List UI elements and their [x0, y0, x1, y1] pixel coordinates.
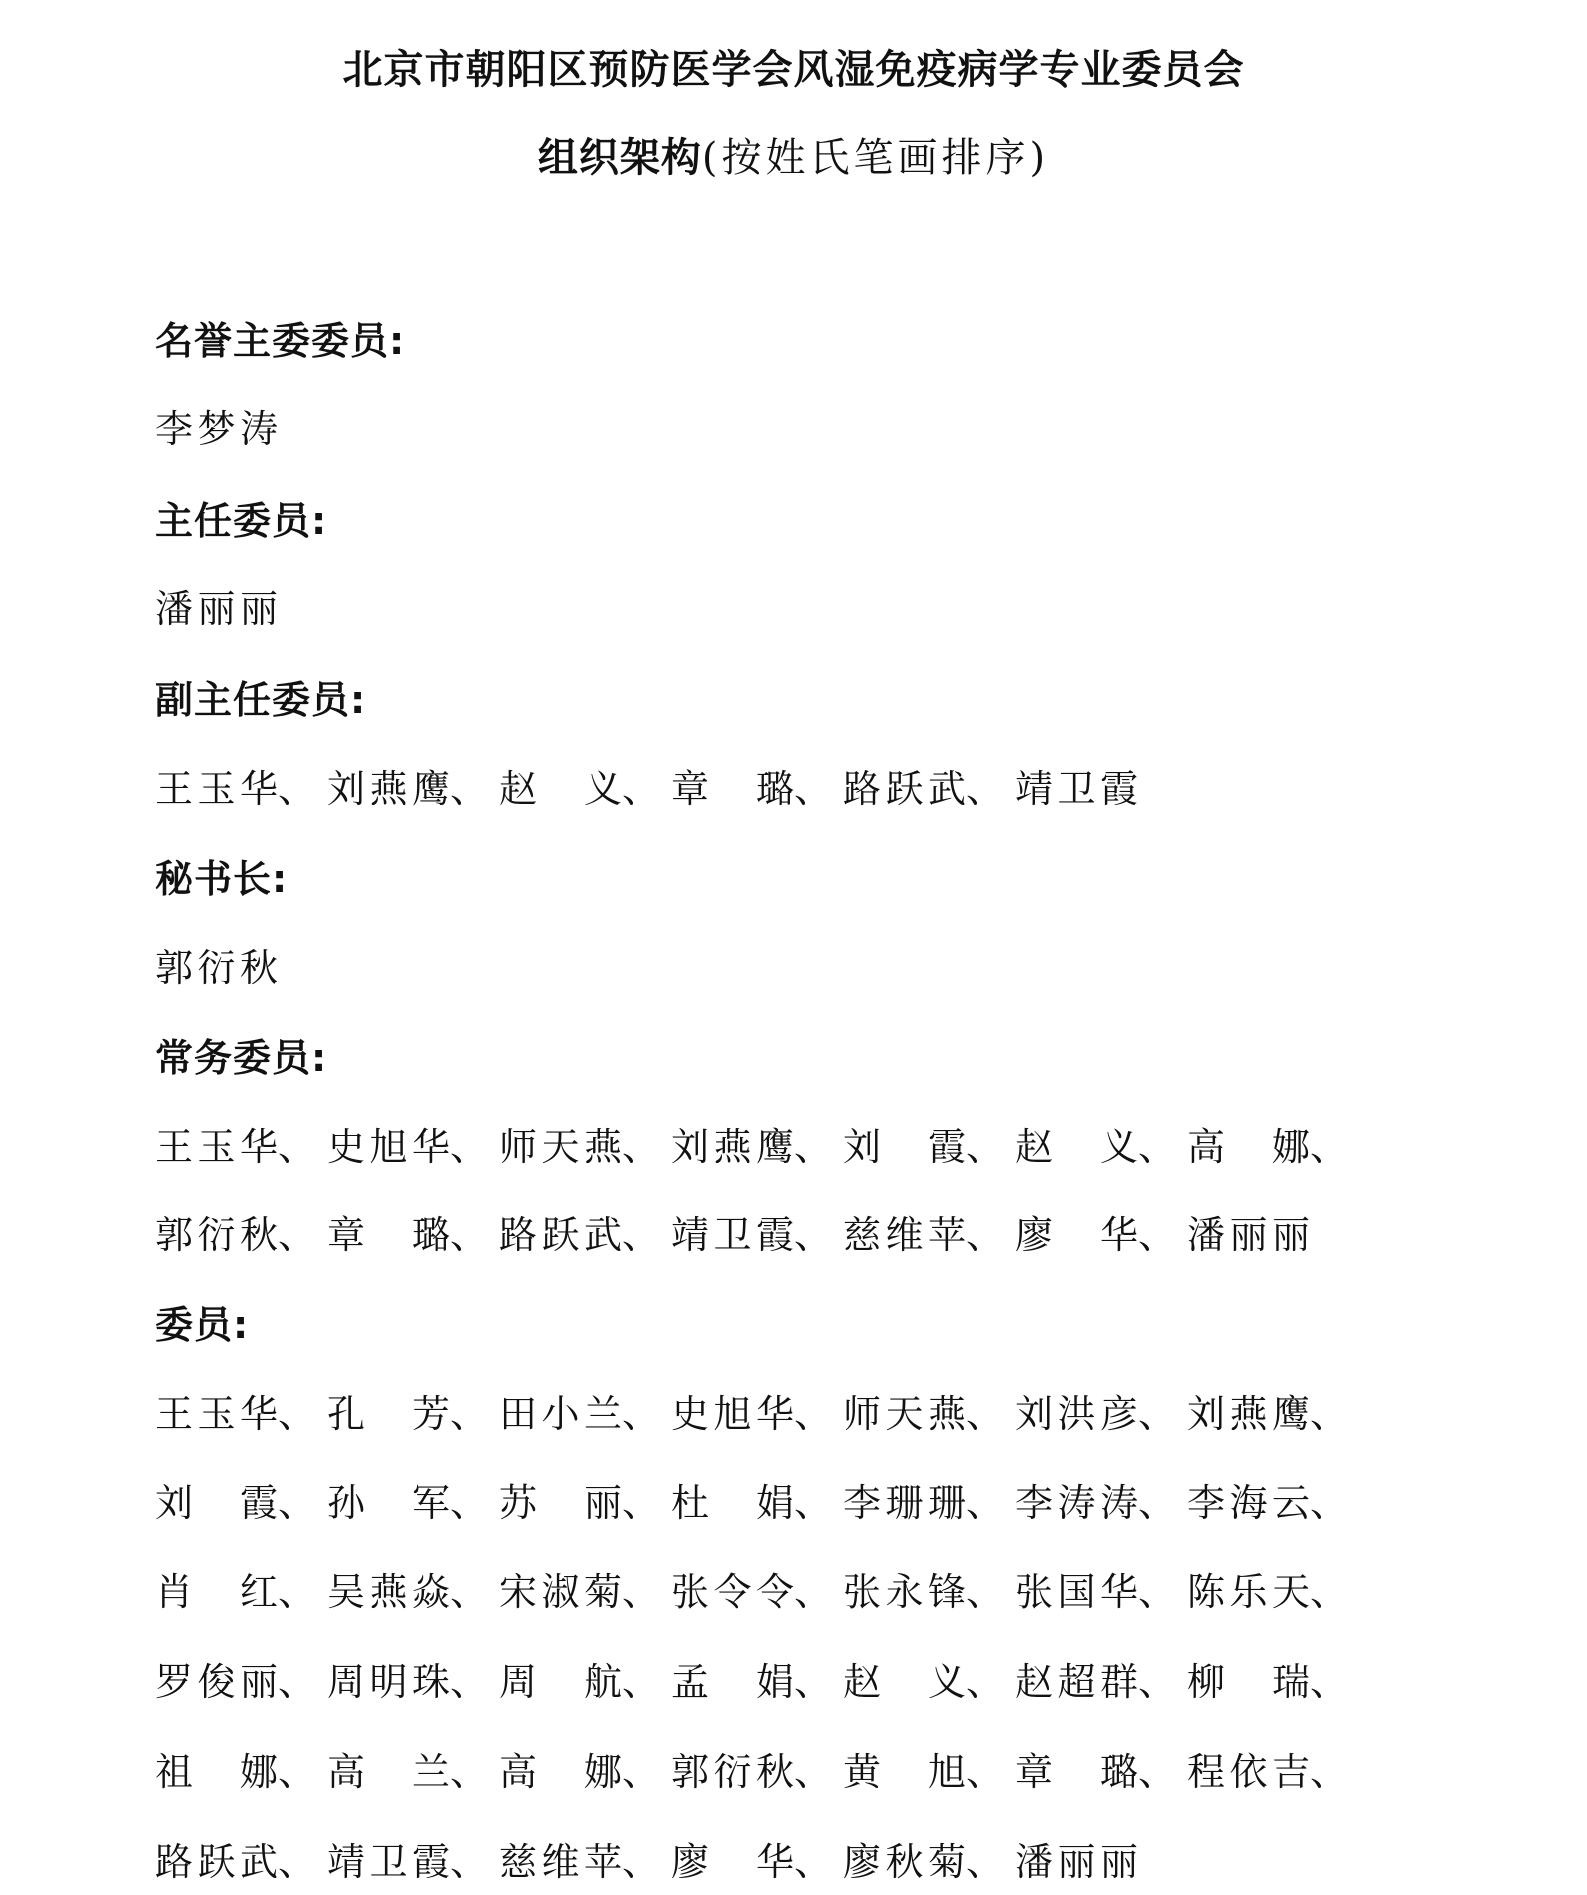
member-name-text: 孟 娟: [671, 1660, 794, 1704]
name-separator: 、: [966, 1660, 1005, 1704]
name-separator: 、: [450, 1125, 489, 1169]
member-name-text: 苏 丽: [499, 1481, 622, 1525]
member-name-text: 周 航: [499, 1660, 622, 1704]
member-name-text: 潘丽丽: [155, 587, 278, 631]
name-separator: 、: [966, 1840, 1005, 1884]
name-separator: 、: [278, 1750, 317, 1794]
member-name-text: 罗俊丽: [155, 1660, 278, 1704]
member-name-text: 肖 红: [155, 1570, 278, 1614]
name-separator: 、: [966, 1481, 1005, 1525]
member-name: [1015, 758, 1187, 813]
name-separator: 、: [622, 1213, 661, 1257]
member-name-text: 张永锋: [843, 1570, 966, 1614]
name-separator: 、: [1138, 1570, 1177, 1614]
member-name: [843, 1204, 1015, 1259]
member-name: [327, 1651, 499, 1706]
name-separator: 、: [1138, 1392, 1177, 1436]
member-name-text: 杜 娟: [671, 1481, 794, 1525]
member-name-text: 靖卫霞: [327, 1840, 450, 1884]
member-name: [1187, 1383, 1359, 1438]
name-line: [155, 1472, 1359, 1527]
member-name: [1015, 1651, 1187, 1706]
name-separator: 、: [966, 1750, 1005, 1794]
name-separator: 、: [450, 1570, 489, 1614]
name-separator: 、: [278, 1570, 317, 1614]
section-heading-members: 委员:: [155, 1303, 250, 1347]
section-heading-secretary: 秘书长:: [155, 857, 289, 901]
member-name: [155, 578, 327, 633]
member-name: [499, 1561, 671, 1616]
name-separator: 、: [1138, 1750, 1177, 1794]
member-name: [843, 758, 1015, 813]
member-name: [843, 1831, 1015, 1886]
member-name: [155, 1741, 327, 1796]
member-name-text: 宋淑菊: [499, 1570, 622, 1614]
member-name-text: 史旭华: [671, 1392, 794, 1436]
member-name-text: 刘燕鹰: [1187, 1392, 1310, 1436]
member-name: [671, 1472, 843, 1527]
member-name: [499, 1831, 671, 1886]
name-separator: 、: [450, 1392, 489, 1436]
member-name-text: 刘洪彦: [1015, 1392, 1138, 1436]
name-line: [155, 1116, 1359, 1171]
member-name: [1015, 1741, 1187, 1796]
member-name-text: 张令令: [671, 1570, 794, 1614]
name-separator: 、: [450, 1660, 489, 1704]
name-separator: 、: [278, 1660, 317, 1704]
name-separator: 、: [1310, 1125, 1349, 1169]
member-name: [671, 1741, 843, 1796]
name-separator: 、: [794, 1481, 833, 1525]
member-name: [843, 1561, 1015, 1616]
member-name-text: 廖 华: [671, 1840, 794, 1884]
name-separator: 、: [1138, 1660, 1177, 1704]
member-name-text: 柳 瑞: [1187, 1660, 1310, 1704]
member-name-text: 刘燕鹰: [671, 1125, 794, 1169]
member-name-text: 郭衍秋: [671, 1750, 794, 1794]
name-separator: 、: [966, 1125, 1005, 1169]
member-name-text: 师天燕: [843, 1392, 966, 1436]
name-separator: 、: [622, 1750, 661, 1794]
member-name: [843, 1472, 1015, 1527]
name-separator: 、: [278, 767, 317, 811]
member-name-text: 赵 义: [843, 1660, 966, 1704]
member-name: [843, 1116, 1015, 1171]
member-name-text: 路跃武: [499, 1213, 622, 1257]
member-name: [327, 1116, 499, 1171]
member-name-text: 王玉华: [155, 1125, 278, 1169]
name-separator: 、: [1310, 1750, 1349, 1794]
member-name-text: 高 娜: [1187, 1125, 1310, 1169]
title-line-2: [0, 126, 1587, 183]
member-name: [155, 398, 327, 453]
member-name: [327, 1472, 499, 1527]
member-name-text: 靖卫霞: [671, 1213, 794, 1257]
member-name: [671, 1651, 843, 1706]
name-separator: 、: [278, 1392, 317, 1436]
member-name-text: 潘丽丽: [1187, 1213, 1310, 1257]
name-separator: 、: [1310, 1570, 1349, 1614]
member-name-text: 程依吉: [1187, 1750, 1310, 1794]
member-name: [1187, 1561, 1359, 1616]
member-name-text: 黄 旭: [843, 1750, 966, 1794]
name-line: [155, 1831, 1187, 1886]
title-main: 组织架构: [537, 135, 702, 181]
member-name: [155, 1831, 327, 1886]
name-separator: 、: [966, 1213, 1005, 1257]
name-separator: 、: [1138, 1481, 1177, 1525]
name-line: [155, 398, 327, 453]
member-name: [155, 937, 327, 992]
member-name-text: 路跃武: [843, 767, 966, 811]
member-name: [499, 1204, 671, 1259]
member-name: [671, 1116, 843, 1171]
title-line-1: 北京市朝阳区预防医学会风湿免疫病学专业委员会: [342, 47, 1245, 93]
member-name: [671, 1561, 843, 1616]
member-name: [671, 758, 843, 813]
member-name: [155, 1472, 327, 1527]
section-heading-chair: 主任委员:: [155, 499, 328, 543]
name-separator: 、: [1310, 1392, 1349, 1436]
member-name: [1015, 1472, 1187, 1527]
name-separator: 、: [622, 1392, 661, 1436]
name-separator: 、: [1138, 1213, 1177, 1257]
member-name: [327, 1204, 499, 1259]
member-name: [843, 1741, 1015, 1796]
member-name: [1187, 1651, 1359, 1706]
section-heading-vice-chair: 副主任委员:: [155, 678, 367, 722]
member-name: [155, 1651, 327, 1706]
member-name-text: 高 兰: [327, 1750, 450, 1794]
member-name-text: 刘燕鹰: [327, 767, 450, 811]
member-name-text: 祖 娜: [155, 1750, 278, 1794]
member-name-text: 田小兰: [499, 1392, 622, 1436]
member-name: [1187, 1741, 1359, 1796]
member-name-text: 李涛涛: [1015, 1481, 1138, 1525]
member-name-text: 章 璐: [327, 1213, 450, 1257]
name-separator: 、: [1310, 1481, 1349, 1525]
name-line: [155, 578, 327, 633]
member-name: [499, 1741, 671, 1796]
member-name-text: 李珊珊: [843, 1481, 966, 1525]
name-separator: 、: [622, 767, 661, 811]
member-name: [327, 1383, 499, 1438]
name-separator: 、: [966, 1392, 1005, 1436]
member-name-text: 张国华: [1015, 1570, 1138, 1614]
name-separator: 、: [622, 1125, 661, 1169]
member-name-text: 刘 霞: [843, 1125, 966, 1169]
member-name-text: 周明珠: [327, 1660, 450, 1704]
member-name: [499, 1651, 671, 1706]
member-name: [327, 1561, 499, 1616]
name-separator: 、: [794, 1213, 833, 1257]
name-line: [155, 1204, 1359, 1259]
member-name: [155, 1561, 327, 1616]
member-name-text: 廖 华: [1015, 1213, 1138, 1257]
member-name-text: 高 娜: [499, 1750, 622, 1794]
member-name: [1187, 1116, 1359, 1171]
member-name: [671, 1831, 843, 1886]
member-name-text: 路跃武: [155, 1840, 278, 1884]
member-name-text: 慈维苹: [499, 1840, 622, 1884]
member-name-text: 孙 军: [327, 1481, 450, 1525]
member-name-text: 吴燕焱: [327, 1570, 450, 1614]
member-name-text: 李梦涛: [155, 407, 278, 451]
title-note: (按姓氏笔画排序): [701, 135, 1050, 181]
name-separator: 、: [794, 1750, 833, 1794]
member-name: [327, 1831, 499, 1886]
member-name-text: 郭衍秋: [155, 946, 278, 990]
member-name: [327, 758, 499, 813]
member-name-text: 史旭华: [327, 1125, 450, 1169]
member-name: [843, 1651, 1015, 1706]
member-name-text: 潘丽丽: [1015, 1840, 1138, 1884]
member-name-text: 慈维苹: [843, 1213, 966, 1257]
section-heading-standing: 常务委员:: [155, 1036, 328, 1080]
member-name: [155, 1204, 327, 1259]
name-separator: 、: [450, 1840, 489, 1884]
name-line: [155, 1651, 1359, 1706]
name-separator: 、: [278, 1125, 317, 1169]
name-separator: 、: [278, 1481, 317, 1525]
name-separator: 、: [622, 1660, 661, 1704]
member-name: [1015, 1204, 1187, 1259]
member-name-text: 赵超群: [1015, 1660, 1138, 1704]
member-name: [1015, 1116, 1187, 1171]
name-separator: 、: [450, 1213, 489, 1257]
name-separator: 、: [794, 1840, 833, 1884]
name-separator: 、: [1138, 1125, 1177, 1169]
member-name: [155, 1383, 327, 1438]
member-name: [499, 758, 671, 813]
name-separator: 、: [622, 1840, 661, 1884]
member-name-text: 陈乐天: [1187, 1570, 1310, 1614]
member-name: [671, 1204, 843, 1259]
member-name: [843, 1383, 1015, 1438]
name-separator: 、: [450, 1481, 489, 1525]
name-separator: 、: [278, 1840, 317, 1884]
member-name: [499, 1383, 671, 1438]
member-name: [671, 1383, 843, 1438]
name-line: [155, 758, 1187, 813]
member-name-text: 师天燕: [499, 1125, 622, 1169]
name-separator: 、: [450, 1750, 489, 1794]
name-separator: 、: [794, 1125, 833, 1169]
member-name-text: 孔 芳: [327, 1392, 450, 1436]
member-name: [1015, 1831, 1187, 1886]
name-line: [155, 1741, 1359, 1796]
member-name-text: 王玉华: [155, 767, 278, 811]
name-separator: 、: [794, 767, 833, 811]
member-name-text: 章 璐: [671, 767, 794, 811]
member-name-text: 王玉华: [155, 1392, 278, 1436]
name-separator: 、: [966, 1570, 1005, 1614]
member-name: [155, 758, 327, 813]
member-name-text: 廖秋菊: [843, 1840, 966, 1884]
name-line: [155, 1383, 1359, 1438]
member-name: [1015, 1383, 1187, 1438]
name-separator: 、: [278, 1213, 317, 1257]
member-name: [1187, 1472, 1359, 1527]
name-separator: 、: [450, 767, 489, 811]
member-name: [1187, 1204, 1359, 1259]
member-name-text: 赵 义: [1015, 1125, 1138, 1169]
name-line: [155, 937, 327, 992]
member-name-text: 李海云: [1187, 1481, 1310, 1525]
member-name-text: 郭衍秋: [155, 1213, 278, 1257]
name-separator: 、: [794, 1660, 833, 1704]
member-name: [1015, 1561, 1187, 1616]
member-name-text: 赵 义: [499, 767, 622, 811]
member-name-text: 章 璐: [1015, 1750, 1138, 1794]
name-separator: 、: [794, 1392, 833, 1436]
member-name: [499, 1472, 671, 1527]
name-line: [155, 1561, 1359, 1616]
member-name: [155, 1116, 327, 1171]
member-name-text: 靖卫霞: [1015, 767, 1138, 811]
member-name: [499, 1116, 671, 1171]
section-heading-honorary: 名誉主委委员:: [155, 319, 406, 363]
member-name-text: 刘 霞: [155, 1481, 278, 1525]
name-separator: 、: [1310, 1660, 1349, 1704]
name-separator: 、: [966, 767, 1005, 811]
name-separator: 、: [622, 1481, 661, 1525]
name-separator: 、: [622, 1570, 661, 1614]
name-separator: 、: [794, 1570, 833, 1614]
member-name: [327, 1741, 499, 1796]
